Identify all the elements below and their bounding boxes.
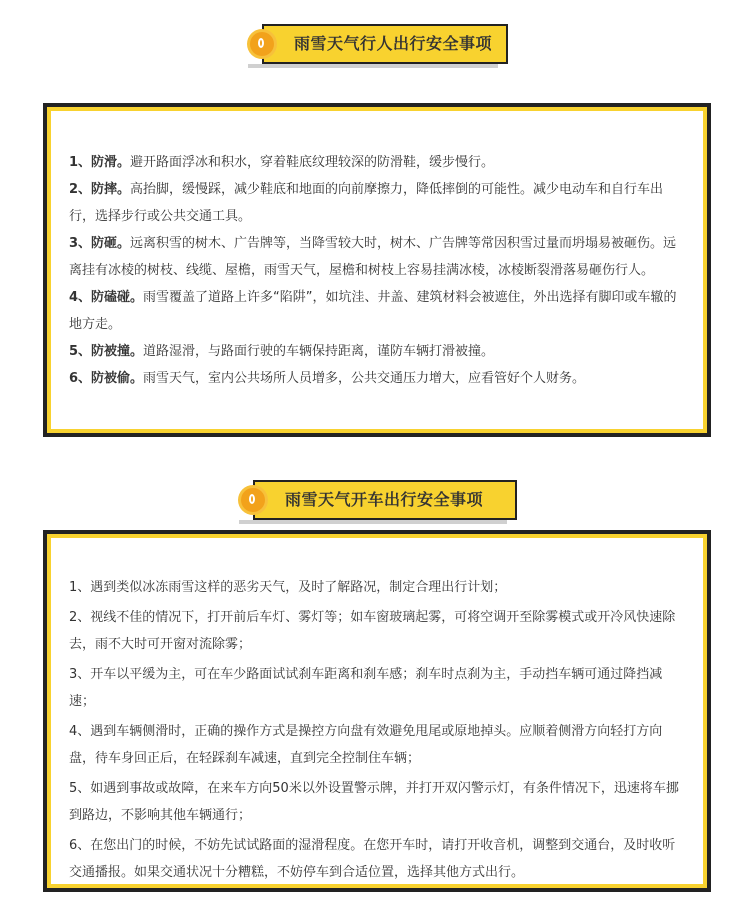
list-item: 1、防滑。避开路面浮冰和积水，穿着鞋底纹理较深的防滑鞋，缓步慢行。 <box>69 155 495 170</box>
list-item: 6、在您出门的时候，不妨先试试路面的湿滑程度。在您开车时，请打开收音机，调整到交通台，及时收听交通播报。如果交通状况十分糟糕，不妨停车到合适位置，选择其他方式出行。 <box>69 838 676 880</box>
badge-circle-icon <box>250 32 274 56</box>
list-item: 1、遇到类似冰冻雨雪这样的恶劣天气，及时了解路况，制定合理出行计划； <box>69 580 507 595</box>
list-item: 5、防被撞。道路湿滑，与路面行驶的车辆保持距离，谨防车辆打滑被撞。 <box>69 344 495 359</box>
pedestrian-safety-card <box>43 103 711 437</box>
section1-title-badge <box>262 24 508 64</box>
list-item: 4、遇到车辆侧滑时，正确的操作方式是操控方向盘有效避免甩尾或原地掉头。应顺着侧滑方向轻打方向盘，待车身回正后，在轻踩刹车减速，直到完全控制住车辆； <box>69 724 663 766</box>
driving-safety-card <box>43 530 711 892</box>
list-item: 6、防被偷。雨雪天气，室内公共场所人员增多，公共交通压力增大，应看管好个人财务。 <box>69 371 586 386</box>
section2-title-badge <box>253 480 517 520</box>
list-item: 4、防磕碰。雨雪覆盖了道路上许多“陷阱”，如坑洼、井盖、建筑材料会被遮住，外出选择有脚印或车辙的地方走。 <box>69 290 677 332</box>
list-item: 5、如遇到事故或故障，在来车方向50米以外设置警示牌，并打开双闪警示灯，有条件情况下，迅速将车挪到路边，不影响其他车辆通行； <box>69 781 679 823</box>
pedestrian-safety-content <box>51 111 703 429</box>
section2-title: 雨雪天气开车出行安全事项 <box>285 490 484 509</box>
section1-title: 雨雪天气行人出行安全事项 <box>294 34 493 53</box>
badge-circle-icon <box>241 488 265 512</box>
list-item: 3、防砸。远离积雪的树木、广告牌等，当降雪较大时，树木、广告牌等常因积雪过量而坍塌易被砸伤。远离挂有冰棱的树枝、线缆、屋檐，雨雪天气，屋檐和树枝上容易挂满冰棱，冰棱断裂滑落易砸伤行人。 <box>69 236 677 278</box>
driving-safety-content <box>51 538 703 884</box>
list-item: 3、开车以平缓为主，可在车少路面试试刹车距离和刹车感；刹车时点刹为主，手动挡车辆可通过降挡减速； <box>69 667 663 709</box>
list-item: 2、视线不佳的情况下，打开前后车灯、雾灯等；如车窗玻璃起雾，可将空调开至除雾模式或开冷风快速除去，雨不大时可开窗对流除雾； <box>69 610 676 652</box>
list-item: 2、防摔。高抬脚，缓慢踩，减少鞋底和地面的向前摩擦力，降低摔倒的可能性。减少电动车和自行车出行，选择步行或公共交通工具。 <box>69 182 664 224</box>
